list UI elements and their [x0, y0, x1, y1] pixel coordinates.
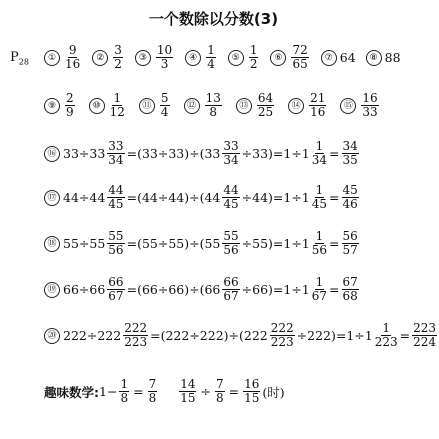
answer-item: [184, 92, 224, 120]
fraction: $\frac{223}{224}$: [413, 321, 437, 350]
fraction: $\frac{1}{56}$: [311, 229, 328, 258]
item-number: ⑧: [366, 50, 382, 66]
answer-item: [92, 44, 125, 72]
fraction: $\frac{7}{8}$: [148, 377, 157, 406]
fraction: 16 33: [362, 91, 378, 120]
fraction: 10 3: [156, 43, 173, 72]
answer-item: [44, 92, 77, 120]
fraction: $\frac{222}{223}$: [270, 321, 294, 350]
fraction: $\frac{16}{15}$: [244, 377, 260, 406]
item-number: ⑰: [44, 190, 60, 206]
fraction: 1 12: [109, 91, 125, 120]
fraction: 5 4: [160, 91, 169, 120]
answer-item: [340, 92, 380, 120]
fraction: $\frac{222}{223}$: [124, 321, 148, 350]
fraction: 1 4: [207, 43, 215, 72]
fraction: $\frac{44}{45}$: [108, 183, 124, 212]
fraction: 72 65: [292, 43, 308, 72]
fraction: 9 16: [65, 43, 81, 72]
item-number: ⑪: [139, 98, 155, 114]
fraction: $\frac{1}{8}$: [120, 377, 129, 406]
item-number: ⑤: [228, 50, 244, 66]
answer-item: [228, 44, 261, 72]
fun-math-label: 趣味数学:: [44, 384, 99, 400]
item-number: ⑨: [44, 98, 60, 114]
fraction: 2 9: [66, 91, 74, 120]
fraction: $\frac{7}{8}$: [215, 377, 224, 406]
item-number: ⑯: [44, 146, 60, 162]
fraction: 13 8: [205, 91, 221, 120]
item-number: ⑫: [184, 98, 200, 114]
answer-item: ⑧ 88: [366, 50, 401, 66]
fraction: $\frac{1}{34}$: [311, 139, 328, 168]
answer-item: [288, 92, 328, 120]
fraction: $\frac{66}{67}$: [108, 275, 124, 304]
page-reference: $P_{28}$: [10, 50, 29, 67]
fraction: $\frac{44}{45}$: [223, 183, 239, 212]
answer-row-1: [44, 44, 411, 72]
fraction: $\frac{34}{35}$: [342, 139, 358, 168]
item-number: ⑭: [288, 98, 304, 114]
answer-item: [185, 44, 218, 72]
fraction: $\frac{55}{56}$: [108, 229, 124, 258]
item-number: ①: [44, 50, 60, 66]
item-number: ⑮: [340, 98, 356, 114]
item-number: ②: [92, 50, 108, 66]
item-number: ⑱: [44, 236, 60, 252]
fraction: $\frac{66}{67}$: [223, 275, 239, 304]
answer-item: [44, 44, 82, 72]
equation-row: ⑰ 44÷44 $\frac{44}{45}$ = (44÷44)÷(44 $\frac{44}{45}$ ÷44)=1÷1 $\frac{1}{45}$ = $\frac{45}{46}$: [44, 184, 361, 212]
item-number: ⑲: [44, 282, 60, 298]
answer-item: [236, 92, 276, 120]
item-number: ⑬: [236, 98, 252, 114]
answer-row-2: [44, 92, 393, 120]
answer-item: [270, 44, 310, 72]
item-number: ⑥: [270, 50, 286, 66]
fraction: 21 16: [310, 91, 326, 120]
fraction: 64 25: [257, 91, 274, 120]
fraction: $\frac{67}{68}$: [342, 275, 358, 304]
fraction: $\frac{14}{15}$: [180, 377, 196, 406]
item-number: ④: [185, 50, 201, 66]
equation-row: ⑲ 66÷66 $\frac{66}{67}$ = (66÷66)÷(66 $\frac{66}{67}$ ÷66)=1÷1 $\frac{1}{67}$ = $\frac{67}{68}$: [44, 276, 361, 304]
item-number: ⑳: [44, 328, 60, 344]
fraction: $\frac{33}{34}$: [223, 139, 239, 168]
page-title: 一个数除以分数(3): [148, 10, 279, 28]
fraction: 3 2: [114, 43, 122, 72]
answer-item: [89, 92, 127, 120]
fraction: $\frac{56}{57}$: [342, 229, 358, 258]
fraction: $\frac{33}{34}$: [108, 139, 124, 168]
fraction: $\frac{55}{56}$: [223, 229, 239, 258]
equation-row: ⑯ 33÷33 $\frac{33}{34}$ = (33÷33)÷(33 $\frac{33}{34}$ ÷33)=1÷1 $\frac{1}{34}$ = $\frac{34}{35}$: [44, 140, 361, 168]
fraction: $\frac{1}{223}$: [374, 321, 398, 350]
answer-item: [139, 92, 172, 120]
fraction: $\frac{45}{46}$: [342, 183, 358, 212]
item-number: ③: [135, 50, 151, 66]
answer-item: [135, 44, 175, 72]
fraction: 1 2: [249, 43, 258, 72]
fraction: $\frac{1}{45}$: [311, 183, 328, 212]
equation-row: ⑳ 222÷222 $\frac{222}{223}$ = (222÷222)÷(222 $\frac{222}{223}$ ÷222)=1÷1 $\frac{1}{223}$ = $\frac{223}{224}$: [44, 322, 439, 350]
item-number: ⑩: [89, 98, 105, 114]
answer-item: ⑦ 64: [321, 50, 356, 66]
item-number: ⑦: [321, 50, 337, 66]
fun-math-row: 趣味数学: 1− $\frac{1}{8}$ = $\frac{7}{8}$ $\frac{14}{15}$ ÷ $\frac{7}{8}$ = $\frac{16}{15}$ (时): [44, 377, 285, 406]
fraction: $\frac{1}{67}$: [311, 275, 328, 304]
equation-row: ⑱ 55÷55 $\frac{55}{56}$ = (55÷55)÷(55 $\frac{55}{56}$ ÷55)=1÷1 $\frac{1}{56}$ = $\frac{56}{57}$: [44, 230, 361, 258]
